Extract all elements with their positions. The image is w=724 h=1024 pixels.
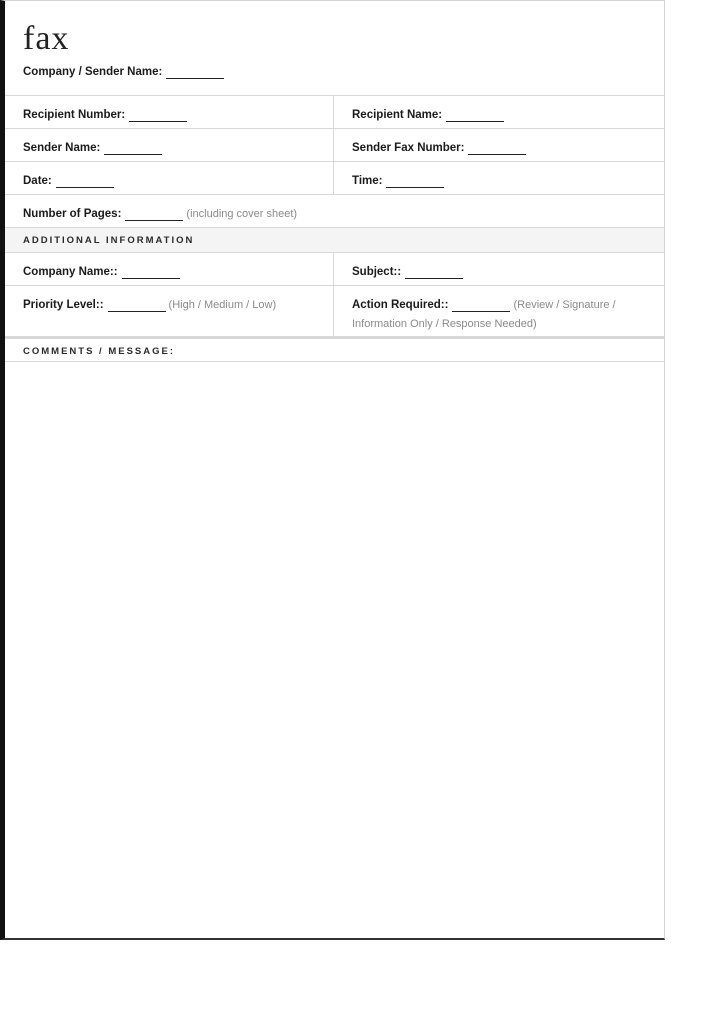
company-name-blank[interactable] — [122, 266, 180, 279]
comments-heading: COMMENTS / MESSAGE: — [5, 337, 664, 362]
company-sender-field — [23, 66, 224, 79]
additional-info-heading: ADDITIONAL INFORMATION — [5, 228, 664, 253]
pages-hint: (including cover sheet) — [186, 208, 298, 220]
fax-header — [5, 1, 664, 96]
fax-title: fax — [23, 20, 70, 57]
subject-blank[interactable] — [405, 266, 463, 279]
sender-name-label: Sender Name: — [23, 142, 101, 154]
sender-row — [5, 129, 664, 162]
subject-label: Subject:: — [352, 266, 402, 278]
date-time-row — [5, 162, 664, 195]
date-blank[interactable] — [56, 175, 114, 188]
company-name-field — [5, 253, 334, 285]
comments-message-area[interactable] — [5, 362, 664, 942]
pages-row — [5, 195, 664, 228]
sender-fax-number-blank[interactable] — [468, 142, 526, 155]
date-field — [5, 162, 334, 194]
action-hint-line-2: Information Only / Response Needed) — [352, 318, 537, 330]
recipient-number-label: Recipient Number: — [23, 109, 126, 121]
priority-action-row — [5, 286, 664, 337]
recipient-name-field — [334, 96, 663, 128]
priority-level-field — [5, 286, 334, 336]
priority-level-blank[interactable] — [108, 299, 166, 312]
recipient-number-field — [5, 96, 334, 128]
number-of-pages-label: Number of Pages: — [23, 208, 122, 220]
priority-hint: (High / Medium / Low) — [168, 299, 277, 311]
subject-field — [334, 253, 663, 285]
recipient-number-blank[interactable] — [129, 109, 187, 122]
number-of-pages-blank[interactable] — [125, 208, 183, 221]
recipient-row — [5, 96, 664, 129]
date-label: Date: — [23, 175, 52, 187]
action-hint-line-1: (Review / Signature / — [513, 299, 616, 311]
sender-name-blank[interactable] — [104, 142, 162, 155]
time-label: Time: — [352, 175, 383, 187]
company-name-label: Company Name:: — [23, 266, 118, 278]
sender-fax-number-label: Sender Fax Number: — [352, 142, 465, 154]
sender-name-field — [5, 129, 334, 161]
action-required-field — [334, 286, 663, 336]
time-field — [334, 162, 663, 194]
action-required-label: Action Required:: — [352, 299, 449, 311]
number-of-pages-field — [5, 195, 664, 227]
company-sender-blank[interactable] — [166, 66, 224, 79]
company-sender-label: Company / Sender Name: — [23, 66, 163, 78]
sender-fax-number-field — [334, 129, 663, 161]
priority-level-label: Priority Level:: — [23, 299, 104, 311]
action-required-blank[interactable] — [452, 299, 510, 312]
recipient-name-blank[interactable] — [446, 109, 504, 122]
company-subject-row — [5, 253, 664, 286]
recipient-name-label: Recipient Name: — [352, 109, 443, 121]
time-blank[interactable] — [386, 175, 444, 188]
